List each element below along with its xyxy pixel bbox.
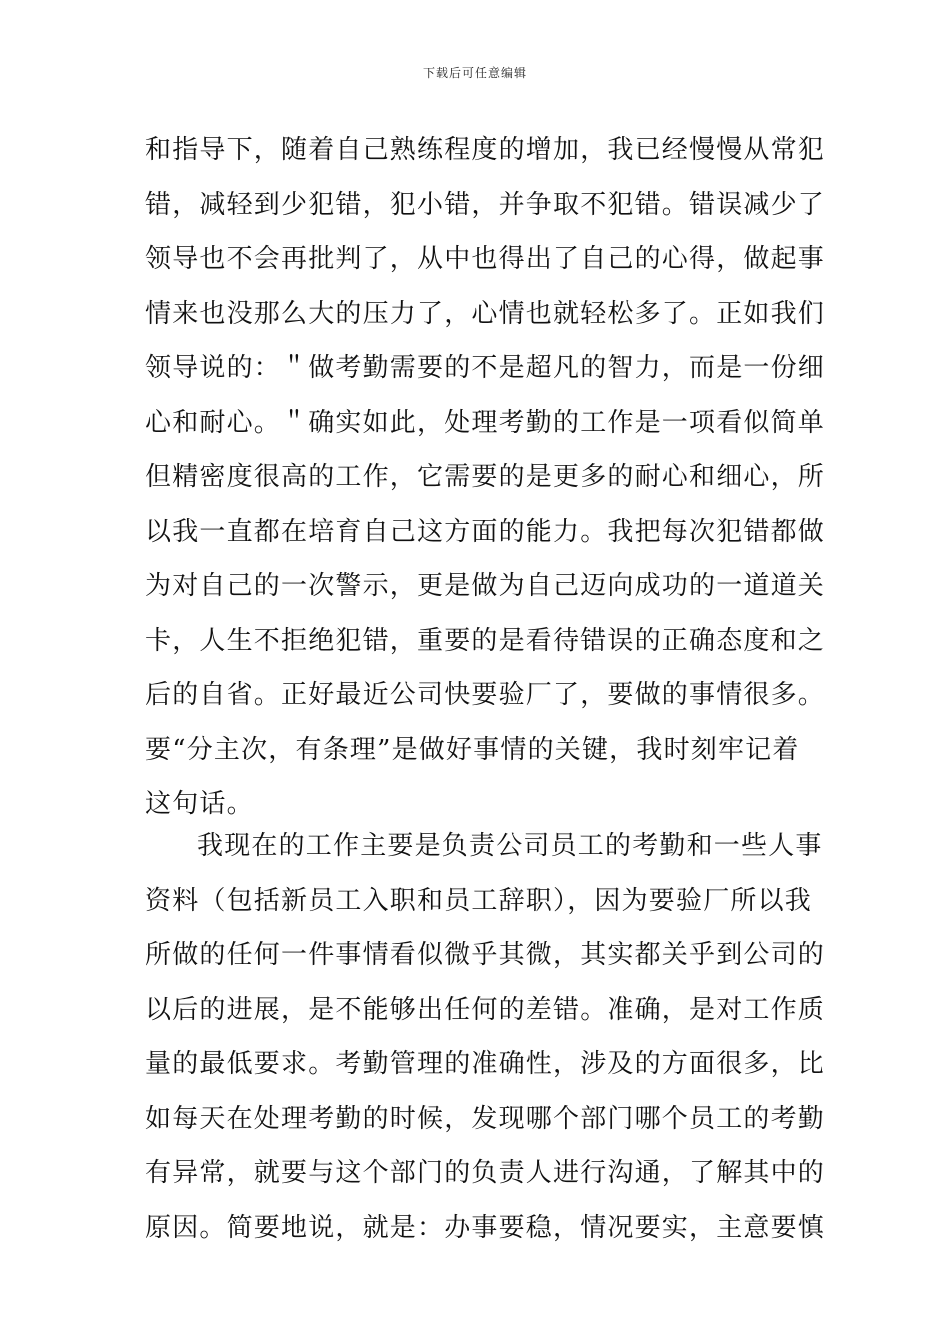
paragraph-1 (145, 123, 826, 832)
paragraph-line: 要“分主次，有条理”是做好事情的关键，我时刻牢记着 (145, 734, 800, 765)
paragraph-line: 为对自己的一次警示，更是做为自己迈向成功的一道道关 (145, 571, 826, 601)
paragraph-line: 后的自省。正好最近公司快要验厂了，要做的事情很多。 (145, 680, 826, 710)
paragraph-line: 如每天在处理考勤的时候，发现哪个部门哪个员工的考勤 (145, 1103, 826, 1134)
paragraph-line: 心和耐心。＂确实如此，处理考勤的工作是一项看似简单 (145, 407, 826, 438)
paragraph-line: 领导说的：＂做考勤需要的不是超凡的智力，而是一份细 (145, 353, 826, 383)
paragraph-line: 情来也没那么大的压力了，心情也就轻松多了。正如我们 (145, 298, 826, 329)
paragraph-line: 错，减轻到少犯错，犯小错，并争取不犯错。错误减少了 (145, 189, 826, 220)
paragraph-line: 卡，人生不拒绝犯错，重要的是看待错误的正确态度和之 (145, 625, 826, 656)
paragraph-line: 量的最低要求。考勤管理的准确性，涉及的方面很多，比 (145, 1049, 826, 1079)
paragraph-line: 所做的任何一件事情看似微乎其微，其实都关乎到公司的 (145, 940, 826, 970)
header-note: 下载后可任意编辑 (422, 66, 527, 80)
paragraph-line: 资料（包括新员工入职和员工辞职），因为要验厂所以我 (145, 885, 813, 916)
paragraph-line: 以我一直都在培育自己这方面的能力。我把每次犯错都做 (145, 516, 826, 547)
paragraph-line: 领导也不会再批判了，从中也得出了自己的心得，做起事 (145, 244, 826, 274)
paragraph-line: 原因。简要地说，就是：办事要稳，情况要实，主意要慎 (145, 1212, 826, 1243)
paragraph-line: 有异常，就要与这个部门的负责人进行沟通，了解其中的 (145, 1158, 826, 1188)
paragraph-line: 这句话。 (145, 789, 254, 819)
paragraph-line: 但精密度很高的工作，它需要的是更多的耐心和细心，所 (145, 462, 826, 492)
paragraph-2 (145, 819, 826, 1255)
paragraph-first-line: 我现在的工作主要是负责公司员工的考勤和一些人事 (197, 831, 823, 861)
paragraph-line: 和指导下，随着自己熟练程度的增加，我已经慢慢从常犯 (145, 135, 826, 165)
paragraph-line: 以后的进展，是不能够出任何的差错。准确，是对工作质 (145, 994, 826, 1025)
